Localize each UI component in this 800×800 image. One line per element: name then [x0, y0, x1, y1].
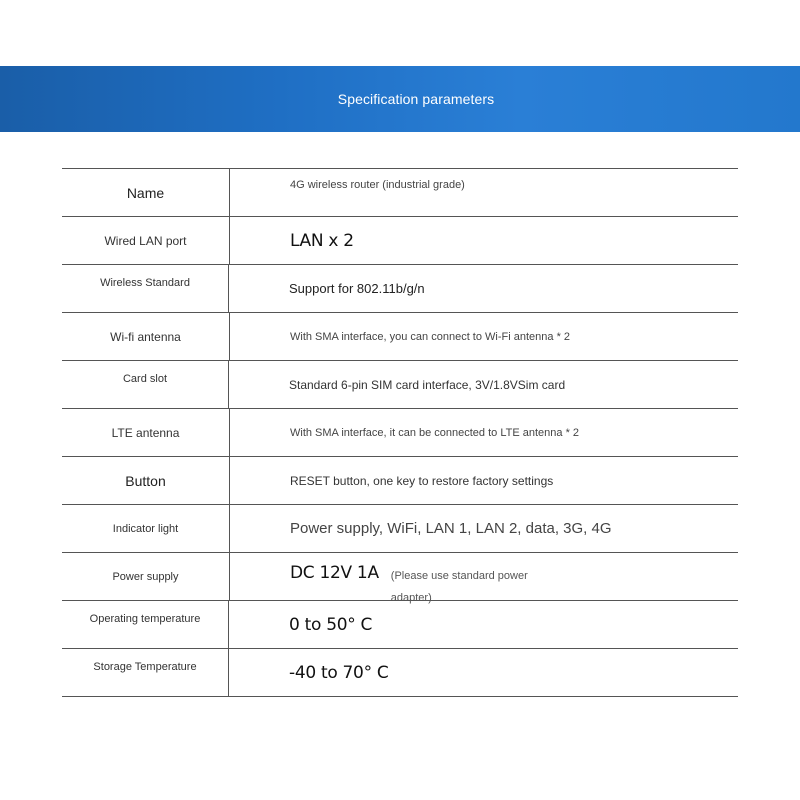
- spec-value-wired-lan: LAN x 2: [290, 230, 354, 251]
- spec-label-operating-temperature: Operating temperature: [62, 601, 229, 648]
- spec-label-storage-temperature: Storage Temperature: [62, 649, 229, 696]
- spec-label-power-supply: Power supply: [62, 553, 230, 600]
- page-title: Specification parameters: [337, 91, 495, 107]
- spec-label-button: Button: [62, 457, 230, 504]
- spec-value-wireless-standard: Support for 802.11b/g/n: [289, 281, 425, 296]
- table-row: [62, 409, 738, 457]
- spec-value-button: RESET button, one key to restore factory settings: [290, 473, 554, 488]
- spec-table: [62, 168, 738, 697]
- spec-label-wired-lan: Wired LAN port: [62, 217, 230, 264]
- table-row: [62, 313, 738, 361]
- spec-value-wifi-antenna: With SMA interface, you can connect to Wi-Fi antenna * 2: [290, 330, 571, 343]
- spec-value-storage-temperature: -40 to 70° C: [289, 662, 389, 683]
- power-supply-rating: DC 12V 1A: [290, 563, 379, 583]
- table-row: [62, 361, 738, 409]
- spec-label-wireless-standard: Wireless Standard: [62, 265, 229, 312]
- spec-value-operating-temperature: 0 to 50° C: [289, 614, 373, 635]
- spec-label-lte-antenna: LTE antenna: [62, 409, 230, 456]
- table-row: [62, 169, 738, 217]
- power-supply-note: (Please use standard power adapter): [390, 570, 528, 604]
- spec-value-card-slot: Standard 6-pin SIM card interface, 3V/1.8VSim card: [289, 377, 566, 392]
- spec-value-power-supply: [230, 553, 738, 604]
- spec-value-name: 4G wireless router (industrial grade): [290, 179, 465, 191]
- table-row: [62, 601, 738, 649]
- header-banner: [0, 66, 800, 132]
- table-row: [62, 649, 738, 697]
- spec-label-card-slot: Card slot: [62, 361, 229, 408]
- table-row: [62, 457, 738, 505]
- spec-label-indicator-light: Indicator light: [62, 505, 230, 552]
- spec-value-lte-antenna: With SMA interface, it can be connected to LTE antenna * 2: [290, 426, 580, 439]
- table-row: [62, 217, 738, 265]
- table-row: [62, 265, 738, 313]
- spec-value-indicator-light: Power supply, WiFi, LAN 1, LAN 2, data, 3G, 4G: [290, 520, 612, 537]
- table-row: [62, 505, 738, 553]
- table-row: [62, 553, 738, 604]
- spec-label-wifi-antenna: Wi-fi antenna: [62, 313, 230, 360]
- spec-label-name: Name: [62, 169, 230, 216]
